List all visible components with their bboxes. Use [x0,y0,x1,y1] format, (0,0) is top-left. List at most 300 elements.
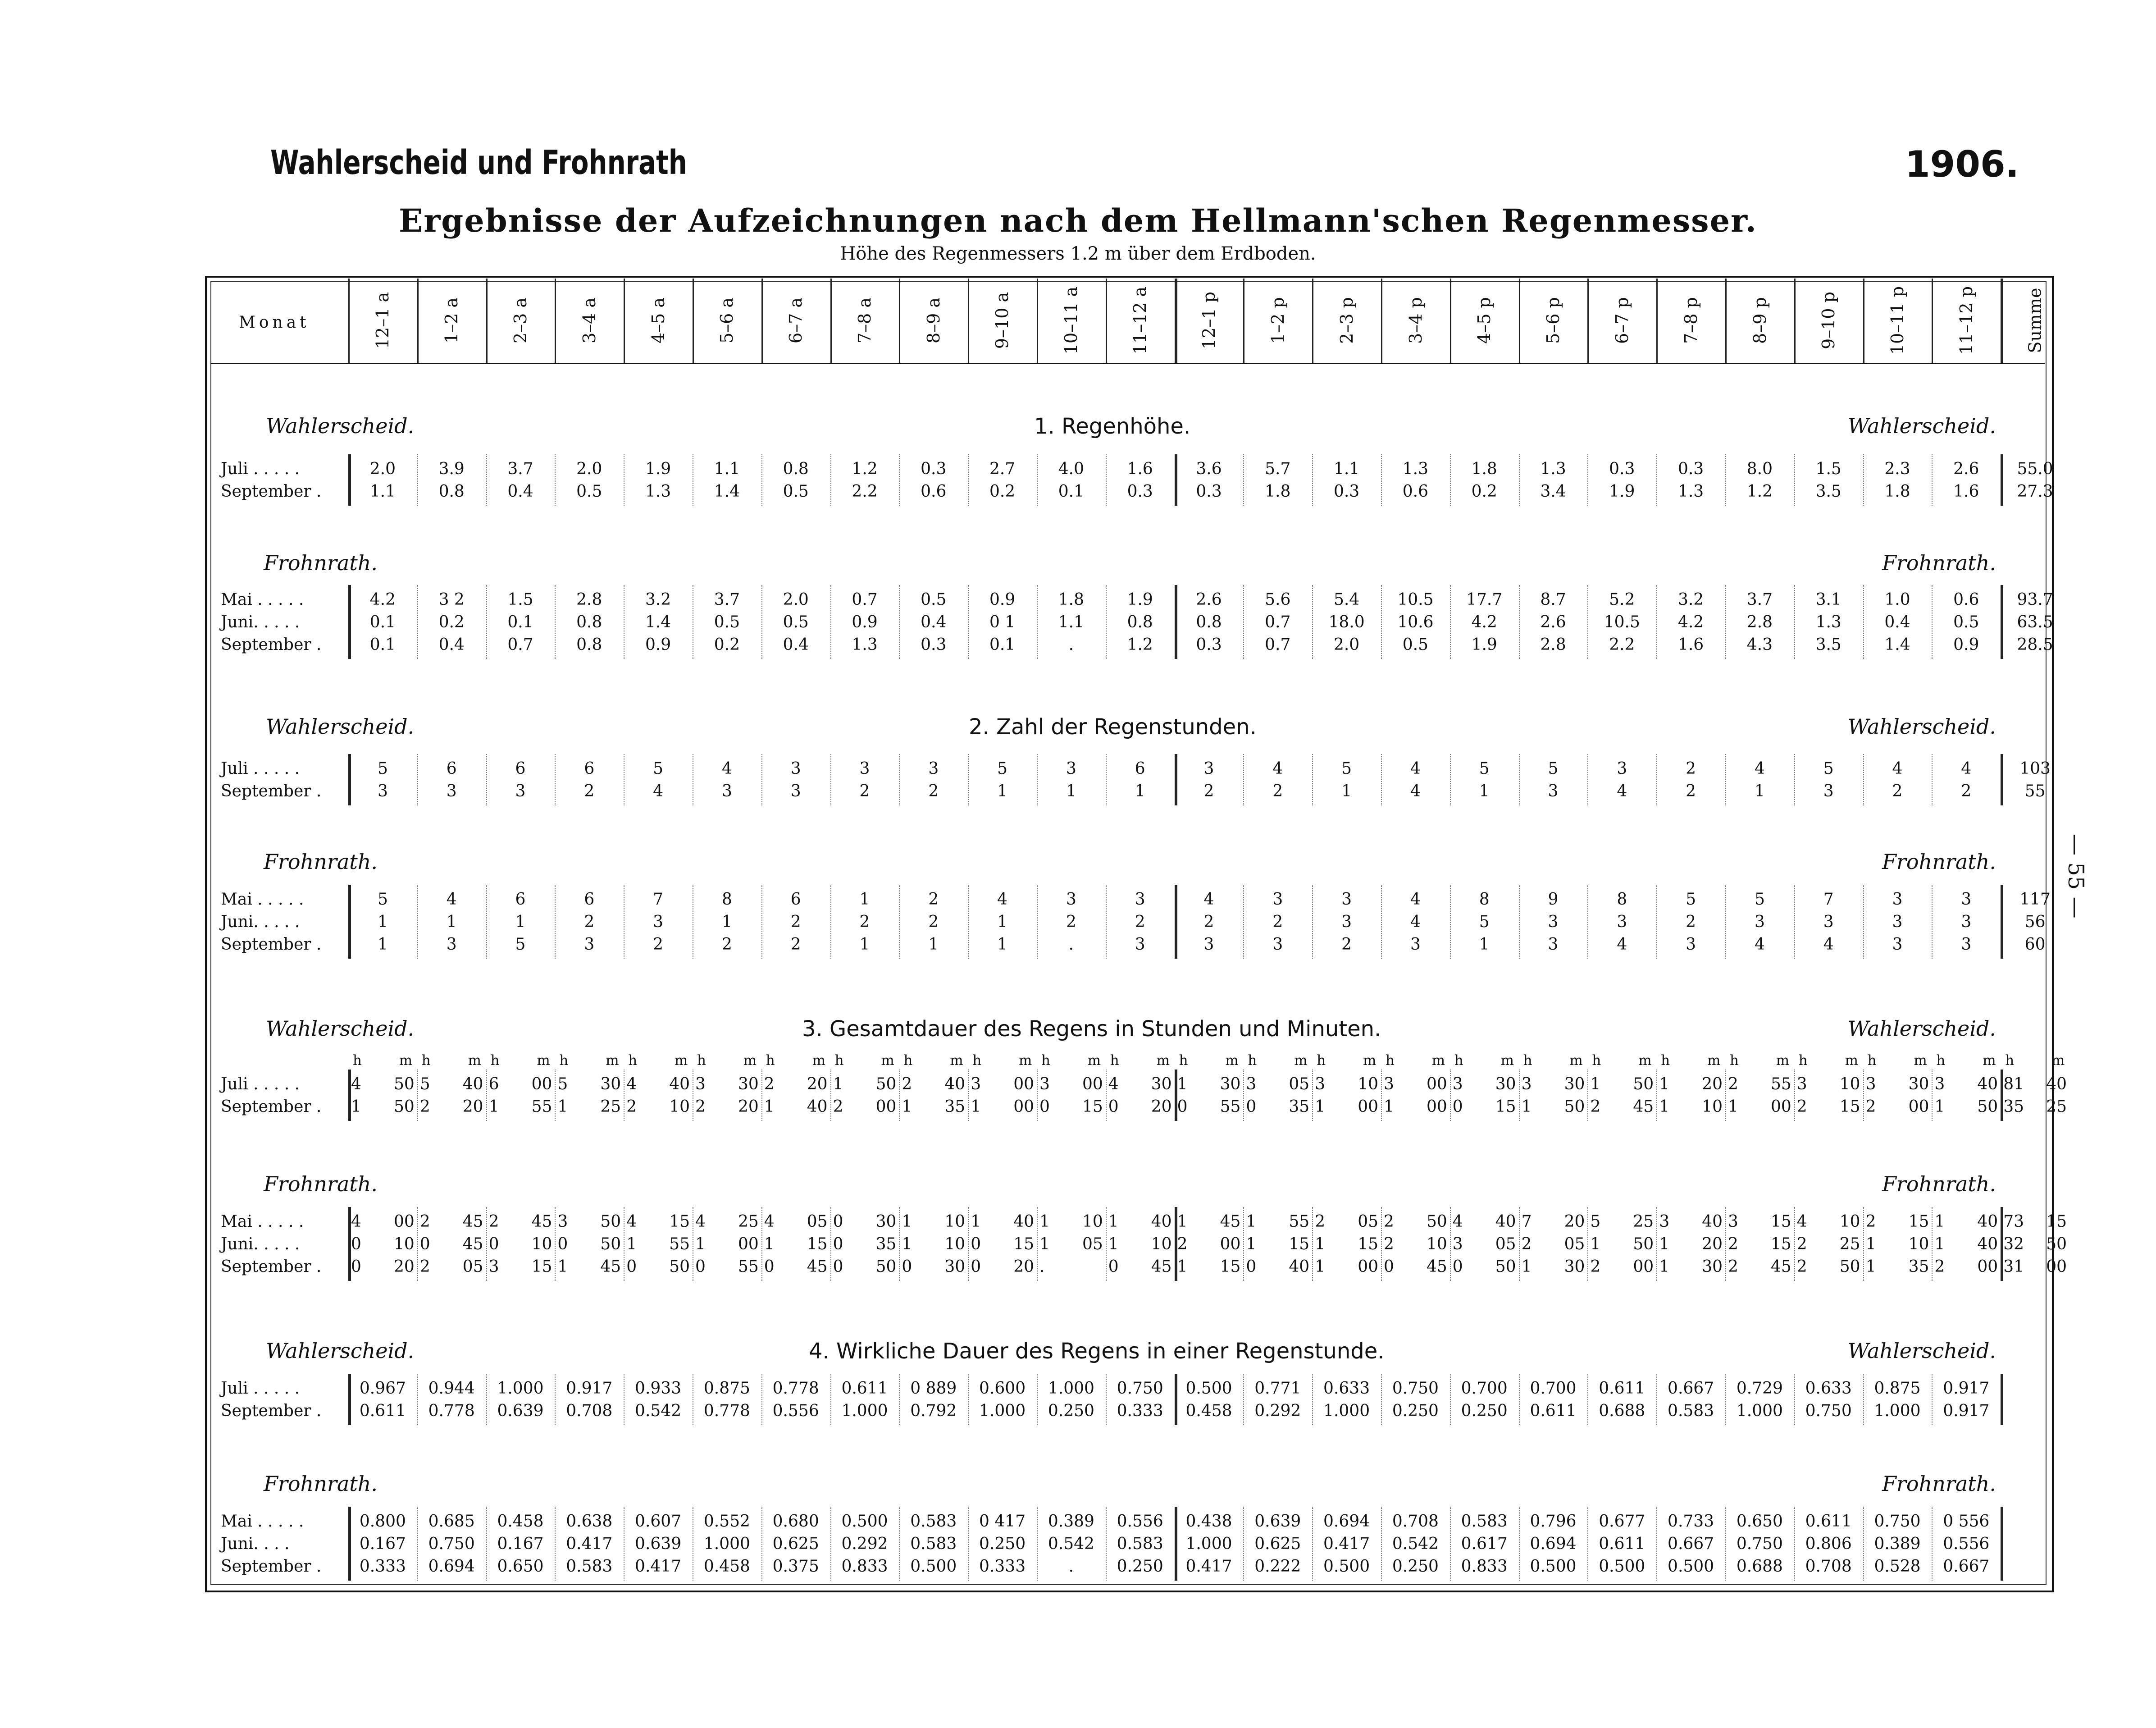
table-cell-minutes: 45 [462,1212,483,1231]
table-cell: 0.700 [1461,1379,1508,1398]
hm-unit-label: m [675,1052,688,1069]
table-cell-minutes: 30 [738,1075,759,1093]
table-cell: 0.708 [1805,1557,1852,1576]
table-cell-minutes: 45 [1426,1257,1447,1276]
table-cell-hours: 4 [1452,1212,1463,1231]
table-cell-hours: 1 [626,1235,637,1253]
table-cell: 0 889 [910,1379,957,1398]
table-cell: 2.7 [989,460,1016,478]
block-column-line [968,1070,969,1121]
table-cell: 0.1 [507,613,533,631]
table-cell-hours: 2 [1796,1257,1807,1276]
table-cell-minutes: 20 [807,1075,828,1093]
table-cell-minutes: 00 [1770,1097,1791,1116]
table-cell: 0.600 [979,1379,1026,1398]
table-cell-hours: 4 [1108,1075,1119,1093]
table-cell-minutes: 10 [1151,1235,1172,1253]
table-cell: 0.417 [635,1557,682,1576]
table-cell: 0.500 [1530,1557,1577,1576]
row-label: September . [221,782,322,800]
table-cell: 1 [1135,782,1145,800]
table-cell-hours: 0 [1246,1097,1257,1116]
table-cell: 4 [1617,782,1627,800]
table-cell: 1.5 [507,590,533,609]
table-cell-minutes: 50 [1633,1235,1654,1253]
table-cell: 1.1 [1333,460,1360,478]
row-label: September . [221,935,322,954]
table-cell: 2.6 [1540,613,1566,631]
table-cell: 3 [1066,759,1076,778]
table-cell-minutes: 20 [462,1097,483,1116]
table-cell: 117 [2019,890,2051,909]
table-cell-hours: 1 [902,1212,912,1231]
table-cell: 6 [446,759,457,778]
table-cell: 3 [1272,890,1283,909]
table-cell: 2.8 [576,590,602,609]
table-cell: 0.3 [921,635,947,654]
table-cell: 1.1 [714,460,740,478]
table-cell: 0.778 [428,1402,475,1420]
table-cell-minutes: 15 [1220,1257,1241,1276]
table-cell: 1.2 [1127,635,1153,654]
table-cell: 0.417 [566,1535,613,1553]
table-cell-minutes: 00 [1220,1235,1241,1253]
header-column-line [1932,279,1933,363]
table-cell: 1 [377,935,388,954]
table-cell: 2 [1066,913,1076,931]
table-cell: 4.2 [1677,613,1704,631]
column-header-label: 8–9 p [1750,297,1770,344]
block-column-line [486,1207,487,1281]
table-cell: 0.733 [1668,1512,1714,1531]
table-cell: 56 [2024,913,2046,931]
table-cell: 4 [721,759,732,778]
table-cell-hours: 1 [1934,1235,1945,1253]
table-cell: 0.583 [1117,1535,1163,1553]
hm-unit-label: h [697,1052,706,1069]
table-cell: 1.6 [1127,460,1153,478]
hm-unit-label: m [1019,1052,1032,1069]
column-header [1587,279,1656,362]
table-cell: 3.4 [1540,482,1566,501]
hm-unit-label: h [1110,1052,1119,1069]
header-column-line [1106,279,1107,363]
column-header-label: 1–2 a [442,297,462,343]
table-cell: 4 [1272,759,1283,778]
table-cell: 1 [928,935,939,954]
table-cell-hours: 1 [1246,1212,1257,1231]
table-cell-minutes: 40 [944,1075,966,1093]
table-cell-hours: 2 [1384,1235,1394,1253]
table-cell-minutes: 30 [600,1075,621,1093]
table-cell: 0.639 [497,1402,544,1420]
table-cell: 10.5 [1604,613,1640,631]
table-cell-minutes: 30 [1564,1257,1585,1276]
table-cell: 2.8 [1746,613,1773,631]
table-cell: 0.4 [1884,613,1910,631]
table-cell: 1.8 [1265,482,1291,501]
row-label: September . [221,1097,322,1116]
header-column-line [1725,279,1727,363]
table-cell-minutes: 40 [2046,1075,2067,1093]
table-cell: 0.333 [1117,1402,1163,1420]
hm-unit-label: m [743,1052,757,1069]
table-cell: 2 [1686,782,1696,800]
table-cell: 0.625 [772,1535,819,1553]
table-cell: 8.0 [1746,460,1773,478]
hm-unit-label: m [1638,1052,1652,1069]
table-cell-hours: 3 [488,1257,499,1276]
table-cell: 0.556 [772,1402,819,1420]
table-cell: 1.6 [1677,635,1704,654]
table-cell-hours: 1 [1177,1257,1188,1276]
table-cell: 0.667 [1668,1535,1714,1553]
page-header-year: 1906. [1905,143,2019,185]
page-header-title: Wahlerscheid und Frohnrath [270,143,687,182]
table-cell: 0.5 [1402,635,1429,654]
table-cell: 1.9 [645,460,671,478]
station-name-right: Wahlerscheid. [1847,414,1996,438]
table-cell-minutes: 15 [2046,1212,2067,1231]
column-header-label: 4–5 a [648,297,668,343]
table-cell: 2 [859,782,870,800]
table-cell: 2 [1135,913,1145,931]
table-cell-minutes: 10 [669,1097,690,1116]
table-cell: 0.417 [1185,1557,1232,1576]
table-cell: 2 [1203,782,1214,800]
table-cell-minutes: 15 [1358,1235,1378,1253]
row-label: Mai . . . . . [221,1212,304,1231]
table-cell-minutes: 50 [669,1257,690,1276]
table-cell: 0.250 [1392,1557,1439,1576]
table-cell-hours: 6 [488,1075,499,1093]
table-cell-hours: 1 [488,1097,499,1116]
table-cell: 7 [653,890,664,909]
table-cell-minutes: 05 [1289,1075,1310,1093]
table-cell: 18.0 [1328,613,1365,631]
header-column-line [2001,279,2003,363]
table-cell: 5.6 [1265,590,1291,609]
table-cell-hours: 1 [1108,1212,1119,1231]
table-cell-minutes: 15 [1013,1235,1034,1253]
column-header [486,279,555,362]
table-cell-minutes: 20 [393,1257,415,1276]
table-cell: 1.8 [1884,482,1910,501]
block-column-line [417,1207,418,1281]
table-cell: 0.556 [1117,1512,1163,1531]
table-cell: 3 [1203,935,1214,954]
table-cell: 3 [1135,935,1145,954]
block-column-line [761,1070,762,1121]
table-cell: 0.611 [1599,1535,1645,1553]
subtitle: Höhe des Regenmessers 1.2 m über dem Erdboden. [840,243,1316,264]
column-header-label: 2–3 p [1336,297,1357,344]
table-cell: 3.7 [1746,590,1773,609]
table-cell: 1.6 [1953,482,1979,501]
table-cell: 1.000 [703,1535,750,1553]
table-cell: 5 [653,759,664,778]
table-cell: 0.771 [1254,1379,1301,1398]
table-cell-hours: 2 [419,1257,430,1276]
hm-unit-label: m [1707,1052,1721,1069]
table-cell-minutes: 55 [1289,1212,1310,1231]
table-cell: 2 [1203,913,1214,931]
table-cell: 0.1 [989,635,1016,654]
table-cell: 3.6 [1196,460,1222,478]
column-header [830,279,899,362]
table-cell: 3 [515,782,526,800]
block-column-line [1450,1070,1451,1121]
block-column-line [1794,1070,1795,1121]
table-cell: 1.8 [1471,460,1497,478]
table-cell-minutes: 30 [1151,1075,1172,1093]
row-label: Juli . . . . . [221,759,300,778]
header-column-line [1175,279,1177,363]
table-cell-hours: 1 [1315,1097,1326,1116]
table-cell: 3 [653,913,664,931]
table-cell: 1.3 [1677,482,1704,501]
row-label: Mai . . . . . [221,1512,304,1531]
table-cell: 0.650 [497,1557,544,1576]
table-cell-minutes: 25 [1839,1235,1860,1253]
table-cell-hours: 1 [1865,1257,1876,1276]
table-cell-minutes: 40 [462,1075,483,1093]
hm-unit-label: h [559,1052,569,1069]
table-cell-hours: 2 [419,1212,430,1231]
table-cell: 0.4 [438,635,465,654]
table-cell-hours: 0 [557,1235,568,1253]
table-cell: 0.7 [507,635,533,654]
table-cell: 1.9 [1127,590,1153,609]
column-header [761,279,830,362]
table-cell: 2.6 [1953,460,1979,478]
table-cell-minutes: 40 [1702,1212,1723,1231]
table-cell-hours: 2 [902,1075,912,1093]
table-cell: 5 [1754,890,1765,909]
table-cell: 0.8 [438,482,465,501]
table-cell: 0.611 [841,1379,888,1398]
hm-unit-label: h [1730,1052,1739,1069]
table-cell: 3 [1892,890,1903,909]
table-cell: 0.458 [703,1557,750,1576]
table-cell: 0.556 [1943,1535,1990,1553]
table-cell: 0.694 [428,1557,475,1576]
hm-unit-label: m [1845,1052,1858,1069]
table-cell: 1.1 [369,482,396,501]
table-cell: 1.000 [979,1402,1026,1420]
table-cell: 3 [1203,759,1214,778]
table-cell: 2 [790,913,801,931]
table-cell: 1 [1479,782,1490,800]
station-name-right: Frohnrath. [1882,1472,1996,1496]
table-cell: 0.583 [910,1512,957,1531]
column-header [1312,279,1381,362]
column-header-label: 8–9 a [923,297,944,343]
table-cell-hours: 0 [1452,1257,1463,1276]
table-cell-hours: 1 [1521,1097,1532,1116]
table-cell-hours: 1 [1315,1235,1326,1253]
table-cell-minutes: 50 [1977,1097,1998,1116]
column-header-label: 9–10 a [992,292,1012,349]
table-cell: 0.639 [1254,1512,1301,1531]
header-column-line [348,279,350,363]
table-cell-hours: 0 [971,1257,981,1276]
table-cell-hours: 32 [2003,1235,2024,1253]
table-cell-minutes: 00 [1013,1097,1034,1116]
table-cell: 0.500 [1323,1557,1370,1576]
table-cell-hours: 1 [1590,1235,1601,1253]
block-column-line [1725,1207,1726,1281]
table-cell-minutes: 00 [1426,1075,1447,1093]
row-label: September . [221,635,322,654]
column-header-label: 5–6 p [1543,297,1563,344]
table-cell: 0.5 [783,482,809,501]
header-rule [210,363,2045,364]
table-cell-minutes: 00 [531,1075,552,1093]
table-cell-minutes: 10 [393,1235,415,1253]
table-cell-minutes: 05 [1495,1235,1516,1253]
table-cell-hours: 1 [695,1235,706,1253]
table-cell: 0.685 [428,1512,475,1531]
table-cell: 6 [515,890,526,909]
block-column-line [1587,1070,1588,1121]
table-cell: 2 [1686,759,1696,778]
table-cell: 1.1 [1058,613,1085,631]
table-cell: 63.5 [2017,613,2053,631]
hm-unit-label: h [1936,1052,1946,1069]
table-cell-hours: 4 [695,1212,706,1231]
table-cell-hours: 1 [1934,1097,1945,1116]
block-column-line [1587,1207,1588,1281]
table-cell: 0.688 [1599,1402,1645,1420]
block-column-line [1656,1207,1657,1281]
table-cell-minutes: 30 [1908,1075,1929,1093]
table-cell-minutes: 15 [1082,1097,1103,1116]
table-cell: 1.000 [1185,1535,1232,1553]
table-cell-hours: 1 [1177,1075,1188,1093]
block-column-line [1932,1207,1933,1281]
table-cell-hours: 2 [1728,1257,1738,1276]
table-cell-minutes: 10 [944,1235,966,1253]
table-cell: 0.611 [1530,1402,1577,1420]
table-cell: 9 [1548,890,1559,909]
table-cell-minutes: 15 [807,1235,828,1253]
table-cell-hours: 1 [971,1097,981,1116]
table-cell: 0.542 [635,1402,682,1420]
row-label: Juni. . . . . [221,913,300,931]
block-column-line [2001,1374,2003,1425]
table-cell-hours: 3 [1315,1075,1326,1093]
table-cell: 8 [1617,890,1627,909]
table-cell-minutes: 10 [1908,1235,1929,1253]
table-cell-hours: 2 [626,1097,637,1116]
column-header-label: 11–12 a [1130,286,1150,354]
table-cell: 0.633 [1805,1379,1852,1398]
table-cell: 0.500 [1185,1379,1232,1398]
column-header-label: 11–12 p [1956,286,1976,355]
table-cell: . [1068,635,1074,654]
table-cell-minutes: 30 [1495,1075,1516,1093]
table-cell: 0.917 [1943,1379,1990,1398]
table-cell-hours: 1 [1590,1075,1601,1093]
hm-unit-label: m [1431,1052,1445,1069]
table-cell-minutes: 00 [2046,1257,2067,1276]
table-cell: 4 [1410,890,1421,909]
table-cell-minutes: 45 [531,1212,552,1231]
table-cell: 3.7 [507,460,533,478]
hm-unit-label: h [766,1052,775,1069]
station-name-right: Frohnrath. [1882,551,1996,575]
table-cell: 0.2 [438,613,465,631]
table-cell: 5 [997,759,1008,778]
section-title: 4. Wirkliche Dauer des Regens in einer Regenstunde. [809,1339,1385,1364]
table-cell-hours: 2 [1728,1075,1738,1093]
station-name-left: Frohnrath. [264,850,378,874]
table-cell-minutes: 00 [1426,1097,1447,1116]
row-label: Mai . . . . . [221,890,304,909]
table-cell-hours: 3 [1659,1212,1670,1231]
table-cell-minutes: 50 [1839,1257,1860,1276]
column-header [348,279,417,362]
table-cell-minutes: 10 [1358,1075,1378,1093]
table-cell: 0.611 [1599,1379,1645,1398]
hm-unit-label: h [972,1052,982,1069]
table-cell-hours: 0 [1177,1097,1188,1116]
table-cell-hours: 0 [833,1257,843,1276]
table-cell: 1.8 [1058,590,1085,609]
station-name-right: Frohnrath. [1882,1172,1996,1196]
table-cell: 2.8 [1540,635,1566,654]
table-cell-minutes: 15 [1839,1097,1860,1116]
table-cell: 2.6 [1196,590,1222,609]
table-cell: 3.5 [1815,635,1841,654]
table-cell: 8.7 [1540,590,1566,609]
table-cell: 0.250 [1048,1402,1094,1420]
table-cell: 0.1 [369,613,396,631]
table-cell-minutes: 00 [1633,1257,1654,1276]
table-cell: 5 [1341,759,1352,778]
table-cell-hours: 0 [1108,1257,1119,1276]
table-cell-minutes: 05 [1082,1235,1103,1253]
column-header-label: 3–4 a [579,297,599,343]
table-cell-minutes: 40 [1977,1235,1998,1253]
table-cell-hours: 2 [1315,1212,1326,1231]
hm-unit-label: m [881,1052,894,1069]
table-cell: 4 [1410,782,1421,800]
column-header [1106,279,1175,362]
table-cell: 0.500 [910,1557,957,1576]
hm-unit-label: h [1386,1052,1395,1069]
table-cell-hours: 3 [1865,1075,1876,1093]
column-header-label: 4–5 p [1474,297,1495,344]
header-column-line [486,279,488,363]
table-cell: 28.5 [2017,635,2053,654]
table-cell-minutes: 55 [1220,1097,1241,1116]
table-cell: 6 [790,890,801,909]
table-cell: 3 [859,759,870,778]
table-cell: 0.7 [852,590,878,609]
table-cell: 1 [997,782,1008,800]
table-cell: 5 [1686,890,1696,909]
table-cell: 0.9 [645,635,671,654]
block-column-line [761,1207,762,1281]
table-cell: 2 [1272,913,1283,931]
table-cell-minutes: 50 [600,1212,621,1231]
block-column-line [1243,1070,1244,1121]
page-number: — 55 — [2063,834,2088,919]
table-cell-minutes: 45 [600,1257,621,1276]
table-cell-minutes: 25 [738,1212,759,1231]
